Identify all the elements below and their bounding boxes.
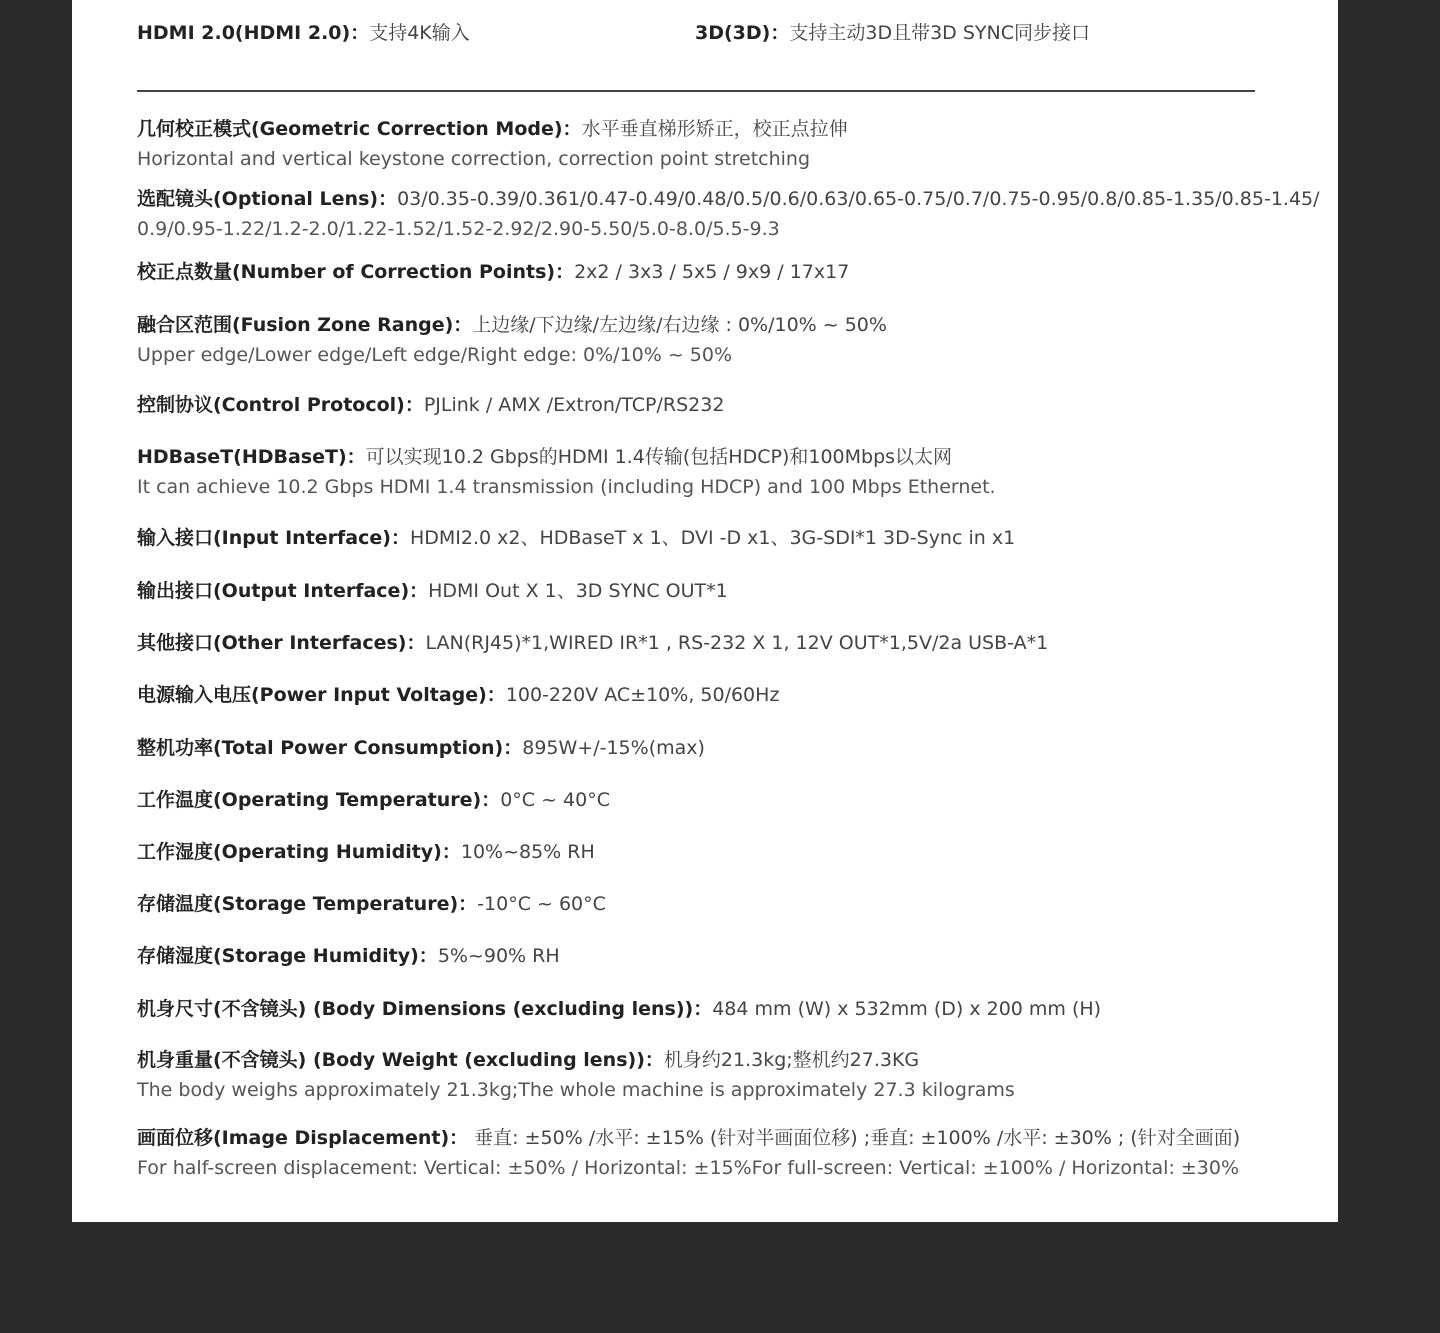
spec-value: 机身约21.3kg;整机约27.3KG — [663, 1049, 920, 1071]
spec-label: 机身尺寸(不含镜头) (Body Dimensions (excluding lens))： — [137, 998, 713, 1020]
spec-power-consumption — [137, 733, 1255, 763]
spec-correction-points — [137, 257, 1255, 287]
spec-value: 支持主动3D且带3D SYNC同步接口 — [789, 22, 1090, 44]
spec-label: 控制协议(Control Protocol)： — [137, 394, 424, 416]
spec-english: For half-screen displacement: Vertical: ±50% / Horizontal: ±15%For full-screen: Vertical: ±100% / Horizontal: ±30% — [137, 1157, 1240, 1179]
threed-spec — [695, 18, 1090, 48]
spec-value: 上边缘/下边缘/左边缘/右边缘 : 0%/10% ~ 50% — [472, 314, 887, 336]
spec-value: 垂直: ±50% /水平: ±15% (针对半画面位移) ;垂直: ±100% /水平: ±30% ; (针对全画面) — [468, 1127, 1241, 1149]
spec-other-interfaces — [137, 628, 1255, 658]
spec-hdbaset — [137, 442, 1255, 502]
spec-label: 机身重量(不含镜头) (Body Weight (excluding lens))： — [137, 1049, 664, 1071]
spec-english: Horizontal and vertical keystone correction, correction point stretching — [137, 148, 811, 170]
spec-label: 选配镜头(Optional Lens)： — [137, 188, 398, 210]
spec-operating-temperature — [137, 785, 1255, 815]
spec-storage-temperature — [137, 889, 1255, 919]
section-divider — [137, 90, 1255, 92]
spec-label: 画面位移(Image Displacement)： — [137, 1127, 469, 1149]
spec-label: 融合区范围(Fusion Zone Range)： — [137, 314, 473, 336]
spec-value-continued: 0.9/0.95-1.22/1.2-2.0/1.22-1.52/1.52-2.92/2.90-5.50/5.0-8.0/5.5-9.3 — [137, 218, 780, 240]
spec-value: 支持4K输入 — [369, 22, 470, 44]
spec-value: 03/0.35-0.39/0.361/0.47-0.49/0.48/0.5/0.6/0.63/0.65-0.75/0.7/0.75-0.95/0.8/0.85-1.35/0.85-1.45/ — [397, 188, 1320, 210]
spec-image-displacement — [137, 1123, 1255, 1183]
spec-value: -10°C ~ 60°C — [477, 893, 606, 915]
spec-operating-humidity — [137, 837, 1255, 867]
spec-label: 输入接口(Input Interface)： — [137, 527, 410, 549]
spec-value: 484 mm (W) x 532mm (D) x 200 mm (H) — [712, 998, 1102, 1020]
spec-label: 整机功率(Total Power Consumption)： — [137, 737, 523, 759]
spec-label: HDBaseT(HDBaseT)： — [137, 446, 366, 468]
spec-value: 895W+/-15%(max) — [522, 737, 705, 759]
spec-control-protocol — [137, 390, 1255, 420]
spec-label: 工作湿度(Operating Humidity)： — [137, 841, 461, 863]
spec-label: HDMI 2.0(HDMI 2.0)： — [137, 22, 370, 44]
spec-label: 输出接口(Output Interface)： — [137, 580, 429, 602]
spec-value: HDMI Out X 1、3D SYNC OUT*1 — [428, 580, 728, 602]
spec-english: It can achieve 10.2 Gbps HDMI 1.4 transmission (including HDCP) and 100 Mbps Ethernet. — [137, 476, 996, 498]
spec-value: 0°C ~ 40°C — [500, 789, 611, 811]
spec-label: 几何校正模式(Geometric Correction Mode)： — [137, 118, 582, 140]
spec-storage-humidity — [137, 941, 1255, 971]
spec-value: LAN(RJ45)*1,WIRED IR*1 , RS-232 X 1, 12V OUT*1,5V/2a USB-A*1 — [425, 632, 1049, 654]
spec-value: PJLink / AMX /Extron/TCP/RS232 — [423, 394, 725, 416]
spec-input-interface — [137, 523, 1255, 553]
spec-fusion-zone — [137, 310, 1255, 370]
spec-value: 可以实现10.2 Gbps的HDMI 1.4传输(包括HDCP)和100Mbps以太网 — [365, 446, 953, 468]
spec-value: HDMI2.0 x2、HDBaseT x 1、DVI -D x1、3G-SDI*1 3D-Sync in x1 — [409, 527, 1016, 549]
spec-value: 100-220V AC±10%, 50/60Hz — [505, 684, 780, 706]
spec-value: 水平垂直梯形矫正，校正点拉伸 — [581, 118, 848, 140]
spec-label: 电源输入电压(Power Input Voltage)： — [137, 684, 506, 706]
spec-body-weight — [137, 1045, 1255, 1105]
spec-value: 10%~85% RH — [460, 841, 595, 863]
spec-label: 3D(3D)： — [695, 22, 790, 44]
spec-optional-lens — [137, 184, 1320, 244]
spec-label: 工作温度(Operating Temperature)： — [137, 789, 501, 811]
spec-value: 2x2 / 3x3 / 5x5 / 9x9 / 17x17 — [574, 261, 850, 283]
spec-label: 存储湿度(Storage Humidity)： — [137, 945, 438, 967]
spec-body-dimensions — [137, 994, 1255, 1024]
spec-value: 5%~90% RH — [437, 945, 560, 967]
spec-english: The body weighs approximately 21.3kg;The whole machine is approximately 27.3 kilograms — [137, 1079, 1015, 1101]
top-row — [137, 18, 1255, 48]
spec-sheet — [72, 0, 1338, 1222]
hdmi-spec — [137, 18, 470, 48]
spec-label: 存储温度(Storage Temperature)： — [137, 893, 478, 915]
spec-label: 其他接口(Other Interfaces)： — [137, 632, 426, 654]
spec-label: 校正点数量(Number of Correction Points)： — [137, 261, 575, 283]
spec-english: Upper edge/Lower edge/Left edge/Right edge: 0%/10% ~ 50% — [137, 344, 733, 366]
spec-geometric-correction — [137, 114, 1255, 174]
spec-output-interface — [137, 576, 1255, 606]
spec-power-input — [137, 680, 1255, 710]
